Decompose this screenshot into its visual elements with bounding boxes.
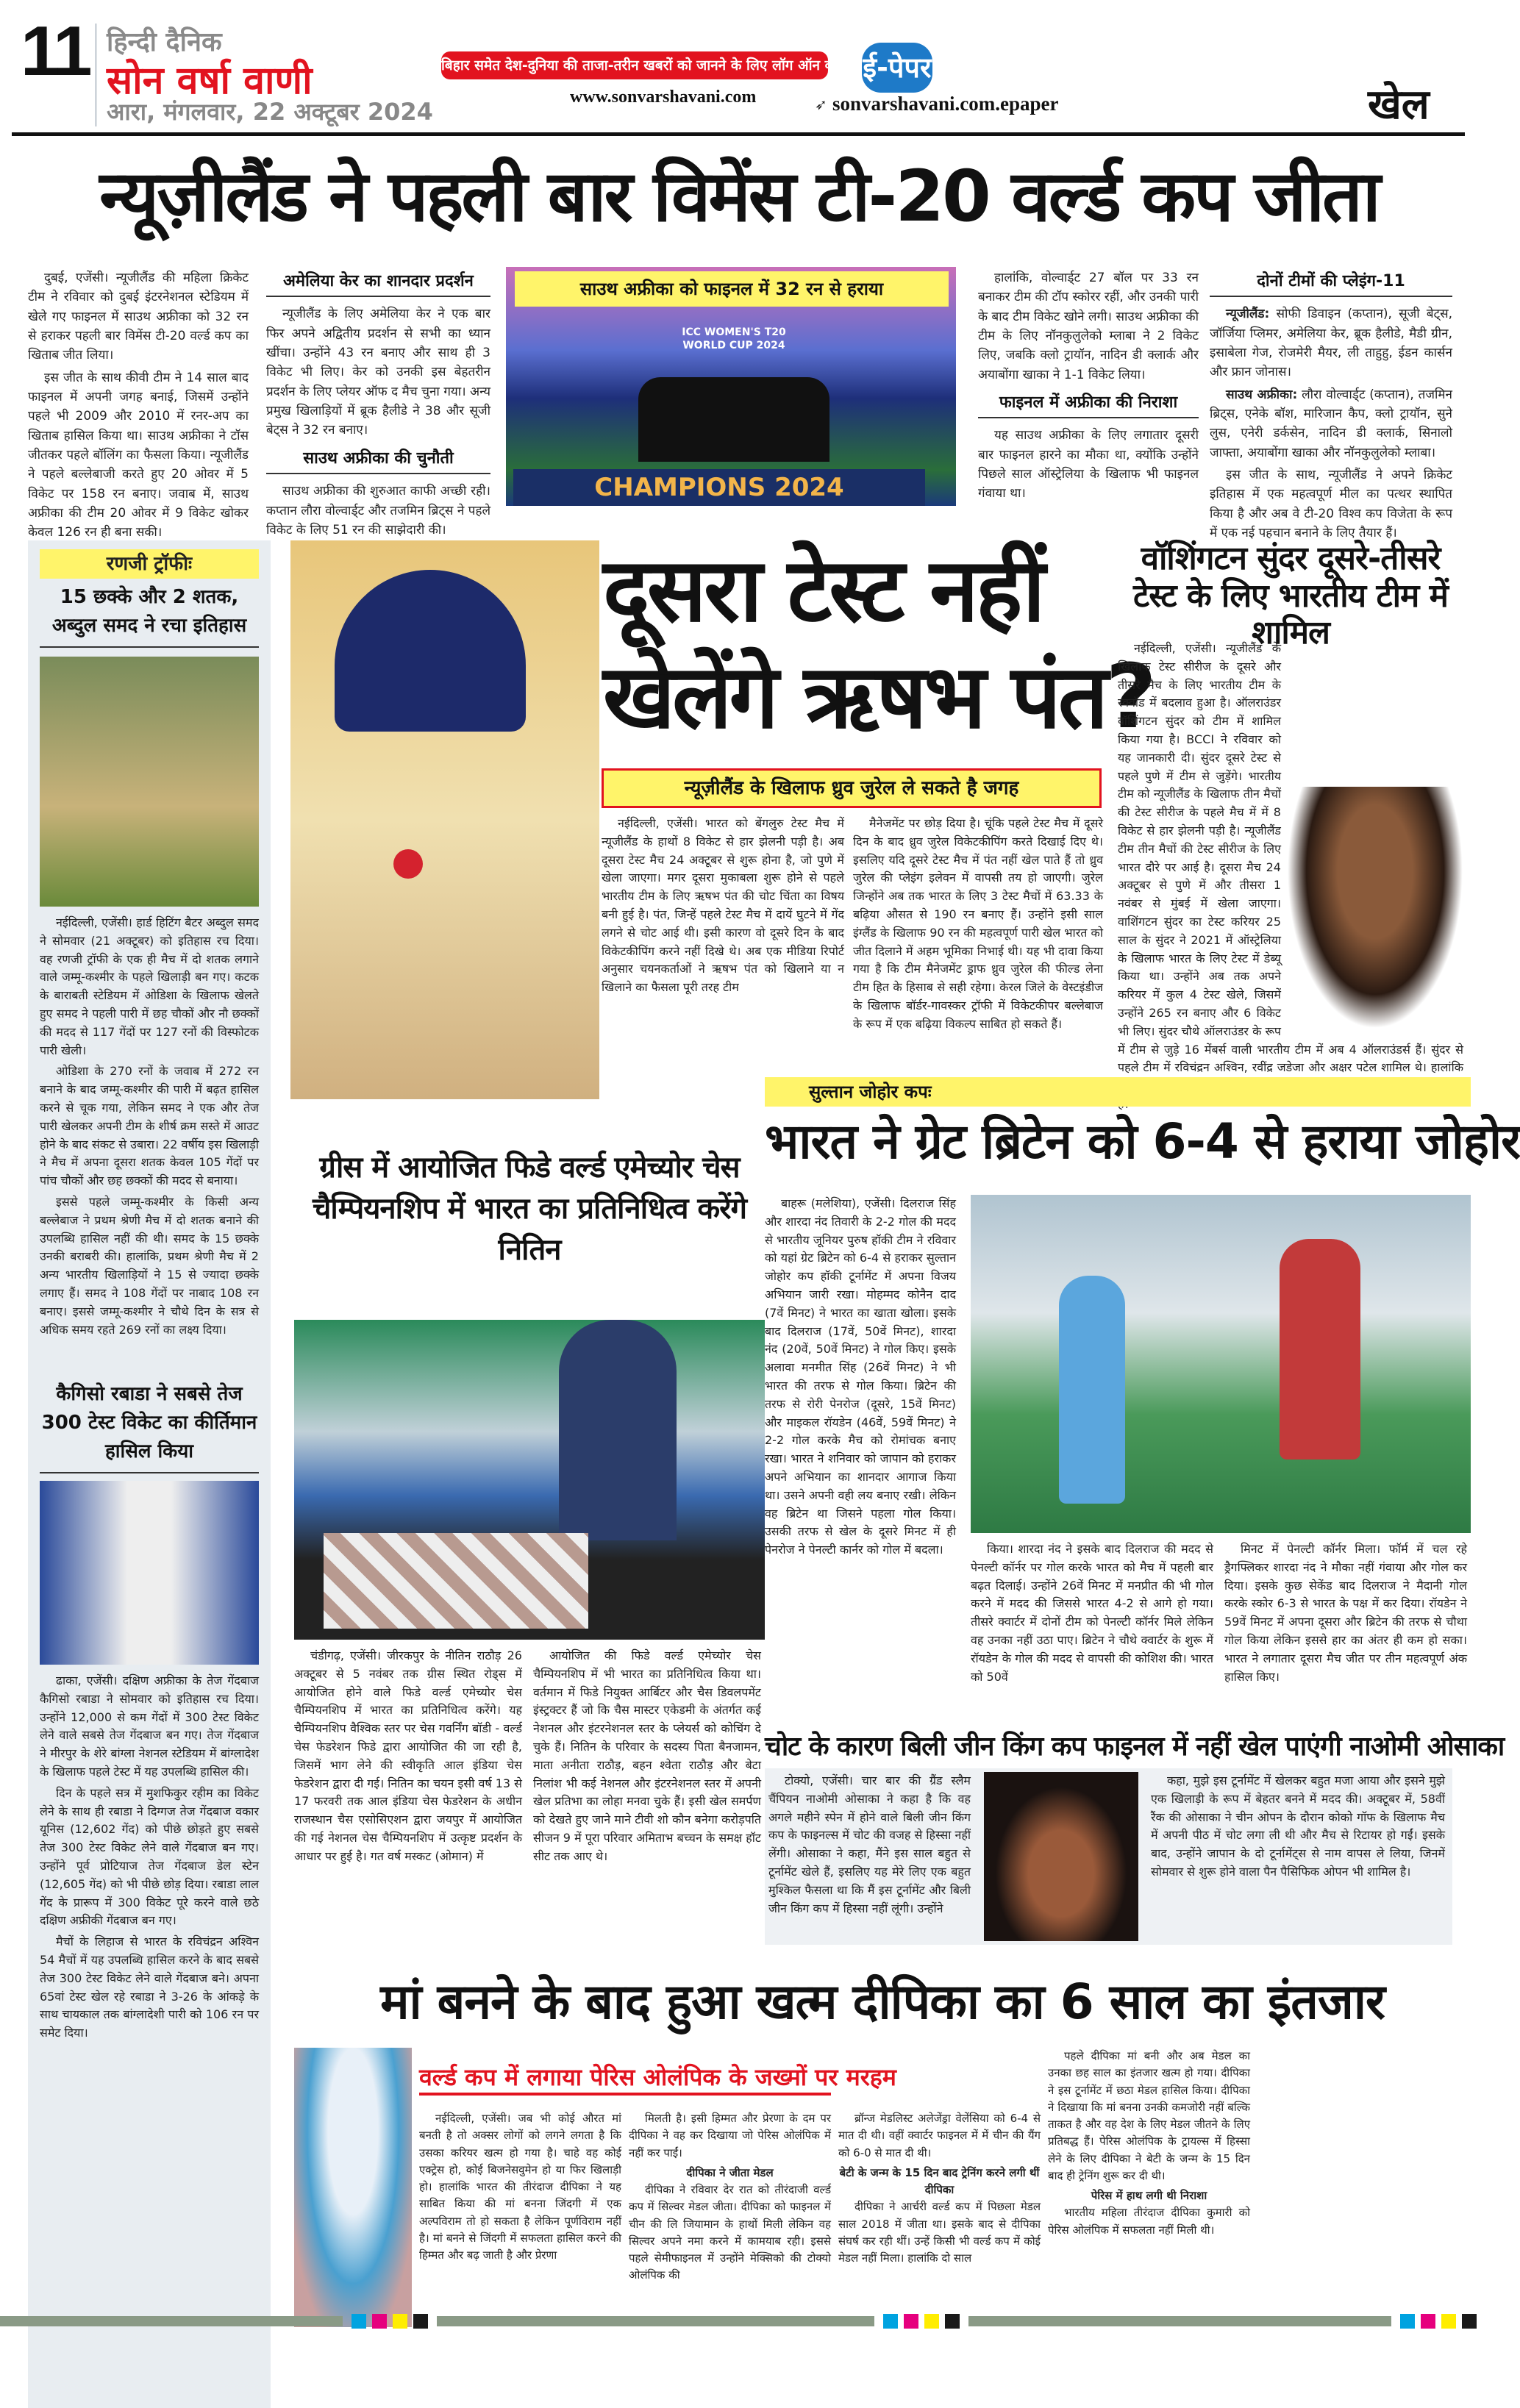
pant-headline-1: दूसरा टेस्ट नहीं: [603, 540, 1043, 642]
chess-paragraph: आयोजित की फिडे वर्ल्ड एमेच्योर चेस चैम्पियनशिप में भी भारत का प्रतिनिधित्व किया था। वर्तमान में फिडे नियुक्त आर्बिटर और चैस डिवलपमेंट इंस्ट्रक्टर हैं जो कि चैस मास्टर एकेडमी के अंतर्गत कई नेशनल और इंटरनेशनल स्तर के प्लेयर्स को कोचिंग दे चुके हैं। नितिन के परिवार के सदस्य पिता बैनजामन, माता अनीता राठौड़, बहन श्वेता राठौड़ और बेटा निलांश भी कई नेशनल और इंटरनेशनल स्तर में अपनी खेल प्रतिभा का लोहा मनवा चुके हैं। इसी खेल समर्पण को देखते हुए जाने माने टीवी शो कौन बनेगा करोड़पति सीजन 9 में पूरा परिवार अमिताभ बच्चन के समक्ष हॉट सीट तक आए थे।: [533, 1648, 761, 1863]
cyan-swatch: [352, 2314, 366, 2329]
sidebar-text-2: [40, 1672, 259, 2128]
hockey-col-1: [765, 1195, 956, 1557]
osaka-paragraph: टोक्यो, एजेंसी। चार बार की ग्रैंड स्लैम चैंपियन नाओमी ओसाका ने कहा है कि वह अगले महीने स्पेन में होने वाले बिली जीन किंग कप के फाइनल्स में चोट की वजह से हिस्सा नहीं लेंगी। ओसाका ने कहा, मैंने इस साल बहुत से टूर्नामेंट खेले हैं, इसलिए यह मेरे लिए एक बहुत मुश्किल फैसला था कि मैं इस टूर्नामेंट और बिली जीन किंग कप में हिस्सा नहीं लूंगी। उन्होंने: [768, 1773, 971, 1915]
lead-paragraph: हालांकि, वोल्वार्ड्ट 27 बॉल पर 33 रन बनाकर टीम की टॉप स्कोरर रहीं, और उनकी पारी के बाद टीम विकेट खोने लगी। साउथ अफ्रीका की टीम के लिए नॉनकुलुलेको म्लाबा ने 2 विकेट लिए, जबकि क्लो ट्रायॉन, नादिन डी क्लार्क और अयाबोंगा खाका ने 1-1 विकेट लिया।: [978, 271, 1199, 382]
cricket-ball: [393, 849, 423, 879]
yellow-swatch: [924, 2314, 939, 2329]
deepika-headline: मां बनने के बाद हुआ खत्म दीपिका का 6 साल का इंतजार: [380, 1973, 1385, 2030]
footer-bar: [437, 2316, 874, 2326]
hockey-tag: सुल्तान जोहोर कपः: [765, 1077, 1471, 1107]
chess-paragraph: चंडीगढ़, एजेंसी। जीरकपुर के नीतिन राठौड़ 26 अक्टूबर से 5 नवंबर तक ग्रीस स्थित रोड्स में आयोजित होने वाले फिडे वर्ल्ड एमेच्योर चेस चैम्पियनशिप में भारत का प्रतिनिधित्व करेंगे। यह चैम्पियनशिप वैश्विक स्तर पर चेस गवर्निंग बॉडी - वर्ल्ड चेस फेडरेशन फिडे द्वारा आयोजित की जा रही है, जिसमें भाग लेने की स्वीकृति आल इंडिया चेस फेडरेशन द्वारा दी गई। नितिन का चयन इसी वर्ष 13 से 17 फरवरी तक आल इंडिया चेस फेडरेशन के अधीन राजस्थान चैस एसोसिएशन द्वारा जयपुर में आयोजित की गई नेशनल चेस चैम्पियनशिप में उत्कृष्ट प्रदर्शन के आधार पर हुई है। गत वर्ष मस्कट (ओमान) में: [294, 1648, 522, 1863]
hockey-paragraph: बाहरू (मलेशिया), एजेंसी। दिलराज सिंह और शारदा नंद तिवारी के 2-2 गोल की मदद से भारतीय जूनियर पुरुष हॉकी टीम ने रविवार को यहां ग्रेट ब्रिटेन को 6-4 से हराकर सुल्तान जोहोर कप हॉकी टूर्नामेंट में अपना विजय अभियान जारी रखा। मोहम्मद कोनैन दाद (7वें मिनट) ने भारत का खाता खोला। इसके बाद दिलराज (17वें, 50वें मिनट), शारदा नंद (20वें, 50वें मिनट) ने गोल किए। इसके अलावा मनमीत सिंह (26वें मिनट) ने भी भारत की तरफ से गोल किया। ब्रिटेन की तरफ से रोरी पेनरोज (दूसरे, 15वें मिनट) और माइकल रॉयडेन (46वें, 59वें मिनट) ने 2-2 गोल करके मैच को रोमांचक बनाए रखा। भारत ने शनिवार को जापान को हराकर अपने अभियान का शानदार आगाज किया था। उसने अपनी वही लय बनाए रखी। लेकिन वह ब्रिटेन था जिसने पहला गोल किया। उसकी तरफ से खेल के दूसरे मिनट में ही पेनरोज ने पेनल्टी कार्नर को गोल में बदला।: [765, 1196, 956, 1557]
deepika-subhead-medal: दीपिका ने जीता मेडल: [686, 2165, 774, 2179]
color-marks: [352, 2314, 428, 2329]
sa-team: लौरा वोल्वार्ड्ट (कप्तान), तजमिन ब्रिट्स, एनेके बॉश, मारिजान कैप, क्लो ट्रायॉन, सुने लुस, एनेरी डर्कसेन, नादिन डी क्लार्क, सिनालो जाफ्ता, अयाबोंगा खाका और नॉनकुलुलेको म्लाबा।: [1210, 387, 1452, 460]
hockey-col-2: [971, 1540, 1213, 1724]
lead-col-2: [266, 263, 490, 537]
sidebar-title: 15 छक्के और 2 शतक, अब्दुल समद ने रचा इतिहास: [40, 583, 259, 648]
deepika-paragraph: मिलती है। इसी हिम्मत और प्रेरणा के दम पर दीपिका ने वह कर दिखाया जो पेरिस ओलंपिक में नहीं कर पाईं।: [629, 2112, 831, 2159]
epaper-url[interactable]: sonvarshavani.com.epaper: [832, 93, 1059, 115]
sidebar-title-2: कैगिसो रबाडा ने सबसे तेज 300 टेस्ट विकेट का कीर्तिमान हासिल किया: [40, 1380, 259, 1473]
magenta-swatch: [904, 2314, 918, 2329]
photo-caption: साउथ अफ्रीका को फाइनल में 32 रन से हराया: [515, 271, 949, 307]
pant-strap: न्यूज़ीलैंड के खिलाफ ध्रुव जुरेल ले सकते है जगह: [602, 768, 1102, 808]
sidebar-text: [40, 914, 259, 1370]
daily-label: हिन्दी दैनिक: [107, 27, 222, 57]
paper-name: सोन वर्षा वाणी: [107, 59, 313, 103]
black-swatch: [1462, 2314, 1477, 2329]
icc-logo-text: ICC WOMEN'S T20 WORLD CUP 2024: [682, 326, 786, 352]
footer-bar: [968, 2316, 1391, 2326]
chess-headline: ग्रीस में आयोजित फिडे वर्ल्ड एमेच्योर चेस चैम्पियनशिप में भारत का प्रतिनिधित्व करेंगे नितिन: [312, 1151, 747, 1267]
sidebar-paragraph: ढाका, एजेंसी। दक्षिण अफ्रीका के तेज गेंदबाज कैगिसो रबाडा ने सोमवार को इतिहास रच दिया। उन्होंने 12,000 से कम गेंदों में 300 टेस्ट विकेट लेने वाले सबसे तेज गेंदबाज बन गए। तेज गेंदबाज ने मीरपुर के शेरे बांग्ला नेशनल स्टेडियम में बांग्लादेश के खिलाफ पहले टेस्ट में यह उपलब्धि हासिल की।: [40, 1673, 259, 1779]
sundar-paragraph: नईदिल्ली, एजेंसी। न्यूजीलैंड के खिलाफ टेस्ट सीरीज के दूसरे और तीसरे मैच के लिए भारतीय टीम के स्क्वॉड में बदलाव हुआ है। ऑलराउंडर वॉशिंगटन सुंदर को टीम में शामिल किया गया है। BCCI ने रविवार को यह जानकारी दी। सुंदर दूसरे टेस्ट से पहले पुणे में टीम से जुड़ेंगे। भारतीय टीम को न्यूजीलैंड के खिलाफ तीन मैचों की टेस्ट सीरीज के पहले मैच में में 8 विकेट से हार झेलनी पड़ी है। न्यूजीलैंड टीम तीन मैचों की टेस्ट सीरीज के लिए भारत दौरे पर आई है। दूसरा मैच 24 अक्टूबर से पुणे में और तीसरा 1 नवंबर से मुंबई में खेला जाएगा। वाशिंगटन सुंदर का टेस्ट करियर 25 साल के सुंदर ने 2021 में ऑस्ट्रेलिया के खिलाफ भारत के लिए टेस्ट में डेब्यू किया था। उन्होंने अब तक अपने करियर में कुल 4 टेस्ट खेले, जिसमें उन्होंने 265 रन बनाए और 6 विकेट भी लिए। सुंदर चौथे ऑलराउंडर के रूप में टीम से जुड़े 16 मेंबर्स वाली भारतीय टीम में अब 4 ऑलराउंडर्स हैं। सुंदर से पहले टीम में रविचंद्रन अश्विन, रवींद्र जडेजा और अक्षर पटेल शामिल थे। हालांकि: [1118, 641, 1463, 1075]
team-group: [638, 377, 829, 462]
sidebar: [28, 540, 271, 2408]
deepika-photo: [294, 2048, 412, 2327]
hockey-photo: [971, 1195, 1471, 1533]
hockey-col-3: [1224, 1540, 1467, 1724]
color-marks: [883, 2314, 960, 2329]
sidebar-tag: रणजी ट्रॉफीः: [40, 549, 259, 579]
subhead-sa-disappointment: फाइनल में अफ्रीका की निराशा: [978, 389, 1199, 418]
helmet: [335, 570, 526, 732]
indian-player: [1059, 1276, 1125, 1504]
samad-photo: [40, 657, 259, 907]
hockey-paragraph: किया। शारदा नंद ने इसके बाद दिलराज की मदद से पेनल्टी कॉर्नर पर गोल करके भारत को मैच में पहली बार बढ़त दिलाई। उन्होंने 26वें मिनट में मनप्रीत की भी गोल करने में मदद की जिससे भारत 4-2 से आगे हो गया। तीसरे क्वार्टर में दोनों टीम को पेनल्टी कॉर्नर मिले लेकिन वह उनका नहीं उठा पाए। ब्रिटेन ने चौथे क्वार्टर के शुरू में रॉयडेन के गोल की मदद से वापसी की कोशिश की। भारत को 50वें: [971, 1542, 1213, 1684]
osaka-col-2: [1151, 1772, 1445, 1941]
lead-paragraph: यह साउथ अफ्रीका के लिए लगातार दूसरी बार फाइनल हारने का मौका था, क्योंकि उन्होंने पिछले साल ऑस्ट्रेलिया के खिलाफ भी फाइनल गंवाया था।: [978, 428, 1199, 501]
deepika-col-1: [419, 2110, 621, 2316]
deepika-subheadline: वर्ल्ड कप में लगाया पेरिस ओलंपिक के जख्मों पर मरहम: [419, 2059, 831, 2096]
osaka-col-1: [768, 1772, 971, 1941]
deepika-col-3: [838, 2110, 1041, 2316]
section-title: खेल: [1368, 81, 1430, 129]
deepika-subhead-training: बेटी के जन्म के 15 दिन बाद ट्रेनिंग करने लगी थीं दीपिका: [839, 2165, 1040, 2196]
osaka-photo: [984, 1772, 1138, 1941]
pant-col-2: [853, 815, 1103, 1050]
deepika-paragraph: दीपिका ने आर्चरी वर्ल्ड कप में पिछला मेडल साल 2018 में जीता था। इसके बाद से दीपिका संघर्ष कर रही थीं। उन्हें किसी भी वर्ल्ड कप में कोई मेडल नहीं मिला। हालांकि दो साल: [838, 2200, 1041, 2265]
lead-col-5: [1210, 263, 1453, 541]
nz-team: सोफी डिवाइन (कप्तान), सूजी बेट्स, जॉर्जिया प्लिमर, अमेलिया केर, ब्रूक हैलीडे, मैडी ग्रीन, इसाबेला गेज, रोजमेरी मैयर, ली ताहुहु, ईडन कार्सन और फ्रान जोनास।: [1210, 307, 1453, 380]
sidebar-paragraph: दिन के पहले सत्र में मुशफिकुर रहीम का विकेट लेने के साथ ही रबाडा ने दिग्गज तेज गेंदबाज वकार यूनिस (12,602 गेंद) को पीछे छोड़ते हुए सबसे तेज 300 टेस्ट विकेट लेने वाले गेंदबाज बन गए। उन्होंने पूर्व प्रोटियाज तेज गेंदबाज डेल स्टेन (12,605 गेंद) को भी पीछे छोड़ दिया। रबाडा लाल गेंद के प्रारूप में 300 विकेट पूरे करने वाले छठे दक्षिण अफ्रीकी गेंदबाज बन गए।: [40, 1785, 259, 1928]
chess-col-1: [294, 1647, 522, 1956]
deepika-paragraph: भारतीय महिला तीरंदाज दीपिका कुमारी को पेरिस ओलंपिक में सफलता नहीं मिली थी।: [1048, 2206, 1250, 2237]
pant-paragraph: नईदिल्ली, एजेंसी। भारत को बेंगलुरु टेस्ट मैच में न्यूजीलैंड के हाथों 8 विकेट से हार झेलनी पड़ी है। अब दूसरा टेस्ट मैच 24 अक्टूबर से शुरू होना है, जो पुणे में खेला जाएगा। मगर दूसरा मुकाबला शुरू होने से पहले भारतीय टीम के लिए ऋषभ पंत की चोट चिंता का विषय बनी हुई है। पंत, जिन्हें पहले टेस्ट मैच में दायें घुटने में गेंद लगने से चोट आई थी। इसी कारण वो दूसरे दिन के बाद विकेटकीपिंग करने नहीं दिखे थे। अब एक मीडिया रिपोर्ट अनुसार चयनकर्ताओं ने ऋषभ पंत को खिलाने या न खिलाने का फैसला पूरी तरह टीम: [602, 816, 844, 995]
lead-paragraph: इस जीत के साथ कीवी टीम ने 14 साल बाद फाइनल में अपनी जगह बनाई, जिसमें उन्होंने पहले भी 2009 और 2010 में रनर-अप का खिताब हासिल किया था। साउथ अफ्रीका ने टॉस जीतकर पहले बॉलिंग का फैसला किया। न्यूजीलैंड ने पहले बल्लेबाजी करते हुए 20 ओवर में 5 विकेट पर 158 रन बनाए। जवाब में, साउथ अफ्रीका की टीम 20 ओवर में 9 विकेट खोकर केवल 126 रन ही बना सकी।: [28, 370, 249, 540]
black-swatch: [413, 2314, 428, 2329]
deepika-subhead-paris: पेरिस में हाथ लगी थी निराशा: [1091, 2189, 1207, 2202]
gb-player: [1280, 1239, 1360, 1460]
lead-paragraph: साउथ अफ्रीका की शुरुआत काफी अच्छी रही। कप्तान लौरा वोल्वार्ड्ट और तजमिन ब्रिट्स ने पहले विकेट के लिए 51 रन की साझेदारी की।: [266, 484, 490, 537]
header-rule: [12, 132, 1465, 136]
deepika-paragraph: पहले दीपिका मां बनी और अब मेडल का उनका छह साल का इंतजार खत्म हो गया। दीपिका ने इस टूर्नामेंट में छठा मेडल हासिल किया। दीपिका ने दिखाया कि मां बनना उनकी कमजोरी नहीं बल्कि ताकत है और वह देश के लिए मेडल जीतने के लिए प्रतिबद्ध हैं। पेरिस ओलंपिक के ट्रायल्स में हिस्सा लेने के लिए दीपिका ने बेटी के जन्म के 15 दिन बाद ही ट्रेनिंग शुरू कर दी थी।: [1048, 2049, 1250, 2182]
nitin-figure: [559, 1320, 677, 1540]
deepika-paragraph: ब्रॉन्ज मेडलिस्ट अलेजेंड्रा वेलेंसिया को 6-4 से मात दी थी। वहीं क्वार्टर फाइनल में में चीन की यैंग को 6-0 से मात दी थी।: [838, 2112, 1041, 2159]
lead-paragraph: इस जीत के साथ, न्यूजीलैंड ने अपने क्रिकेट इतिहास में एक महत्वपूर्ण मील का पत्थर स्थापित किया है और अब वे टी-20 विश्व कप विजेता के रूप में एक नई पहचान बनाने के लिए तैयार हैं।: [1210, 468, 1452, 541]
deepika-paragraph: दीपिका ने रविवार देर रात को तीरंदाजी वर्ल्ड कप में सिल्वर मेडल जीता। दीपिका को फाइनल में चीन की लि जियामान के हाथों मिली लेकिन वह सिल्वर अपने नमा करने में कामयाब रही। इससे पहले सेमीफाइनल में उन्होंने मेक्सिको की टोक्यो ओलंपिक की: [629, 2183, 831, 2282]
epaper-badge[interactable]: ई-पेपर: [862, 43, 932, 93]
website-link[interactable]: www.sonvarshavani.com: [570, 87, 757, 107]
pant-headline-2: खेलेंगे ऋषभ पंत?: [603, 646, 1154, 749]
magenta-swatch: [372, 2314, 387, 2329]
nz-label: न्यूजीलैंड:: [1226, 307, 1270, 322]
sundar-text: [1118, 640, 1463, 1075]
cyan-swatch: [1400, 2314, 1415, 2329]
sidebar-paragraph: इससे पहले जम्मू-कश्मीर के किसी अन्य बल्लेबाज ने प्रथम श्रेणी मैच में दो शतक बनाने की उपलब्धि हासिल नहीं की थी। समद के 15 छक्के उनकी बराबरी की। हालांकि, प्रथम श्रेणी मैच में 2 अन्य भारतीय खिलाड़ियों ने 15 से ज्यादा छक्के लगाए हैं। समद ने 108 गेंदों पर नाबाद 108 रन बनाए। इससे जम्मू-कश्मीर ने चौथे दिन के सत्र से अधिक समय रहते 269 रनों का लक्ष्य दिया।: [40, 1194, 259, 1337]
sundar-headline: वॉशिंगटन सुंदर दूसरे-तीसरे टेस्ट के लिए भारतीय टीम में शामिल: [1133, 540, 1448, 652]
black-swatch: [945, 2314, 960, 2329]
champions-banner: CHAMPIONS 2024: [513, 469, 925, 506]
lead-col-1: [28, 268, 249, 540]
yellow-swatch: [1441, 2314, 1456, 2329]
osaka-headline: चोट के कारण बिली जीन किंग कप फाइनल में नहीं खेल पाएंगी नाओमी ओसाका: [765, 1732, 1505, 1762]
hockey-headline: भारत ने ग्रेट ब्रिटेन को 6-4 से हराया जोहोर: [765, 1113, 1520, 1170]
lead-headline: न्यूज़ीलैंड ने पहली बार विमेंस टी-20 वर्ल्ड कप जीता: [99, 155, 1379, 237]
cursor-click-icon: ➶: [815, 96, 827, 113]
subhead-sa-challenge: साउथ अफ्रीका की चुनौती: [266, 445, 490, 474]
footer-bar: [0, 2316, 343, 2326]
chess-col-2: [533, 1647, 761, 1956]
lead-paragraph: दुबई, एजेंसी। न्यूजीलैंड की महिला क्रिकेट टीम ने रविवार को दुबई इंटरनेशनल स्टेडियम में खेले गए फाइनल में साउथ अफ्रीका को 32 रन से हराकर पहली बार विमेंस टी-20 वर्ल्ड कप का खिताब जीत लिया।: [28, 271, 249, 363]
sundar-photo: [1287, 787, 1463, 1029]
yellow-swatch: [393, 2314, 407, 2329]
deepika-col-2: [629, 2110, 831, 2316]
pant-col-1: [602, 815, 844, 1050]
chess-board: [324, 1533, 588, 1629]
sidebar-paragraph: मैचों के लिहाज से भारत के रविचंद्रन अश्विन 54 मैचों में यह उपलब्धि हासिल करने के बाद सबसे तेज 300 टेस्ट विकेट लेने वाले गेंदबाज बने। अपना 65वां टेस्ट खेल रहे रबाडा ने 3-26 के आंकड़े के साथ चायकाल तक बांग्लादेशी पारी को 106 रन पर समेट दिया।: [40, 1934, 259, 2040]
subhead-playing-11: दोनों टीमों की प्लेइंग-11: [1210, 268, 1452, 297]
chess-photo: [294, 1320, 765, 1640]
osaka-paragraph: कहा, मुझे इस टूर्नामेंट में खेलकर बहुत मजा आया और इसने मुझे एक खिलाड़ी के रूप में बेहतर बनने में मदद की। अक्टूबर में, 58वीं रैंक की ओसाका ने चीन ओपन के दौरान कोको गॉफ के खिलाफ मैच में अपनी पीठ में चोट लगा ली थी और मैच से रिटायर हो गईं। इसके बाद, उन्होंने जापान के दो टूर्नामेंट्स से नाम वापस ले लिया, जिनमें सोमवार से शुरू होने वाला पैन पैसिफिक ओपन भी शामिल है।: [1151, 1773, 1445, 1879]
footer-registration-strip: [0, 2314, 1477, 2329]
dateline: आरा, मंगलवार, 22 अक्टूबर 2024: [107, 98, 433, 126]
lead-col-4: [978, 268, 1199, 504]
sidebar-paragraph: नईदिल्ली, एजेंसी। हार्ड हिटिंग बैटर अब्दुल समद ने सोमवार (21 अक्टूबर) को इतिहास रच दिया। वह रणजी ट्रॉफी के एक ही मैच में दो शतक लगाने वाले जम्मू-कश्मीर के पहले खिलाड़ी बन गए। कटक के बाराबती स्टेडियम में ओडिशा के खिलाफ खेलते हुए समद ने पहली पारी में छह चौकों और नौ छक्कों की मदद से 117 गेंदों पर 127 रनों की विस्फोटक पारी खेली।: [40, 915, 259, 1057]
color-marks: [1400, 2314, 1477, 2329]
magenta-swatch: [1421, 2314, 1435, 2329]
cyan-swatch: [883, 2314, 898, 2329]
promo-banner[interactable]: बिहार समेत देश-दुनिया की ताजा-तरीन खबरों को जानने के लिए लॉग ऑन करें: [441, 51, 828, 79]
rabada-photo: [40, 1481, 259, 1665]
pant-photo: [290, 540, 599, 1099]
deepika-col-4: [1048, 2048, 1250, 2316]
champions-photo: [506, 267, 956, 506]
deepika-paragraph: नईदिल्ली, एजेंसी। जब भी कोई औरत मां बनती है तो अक्सर लोगों को लगने लगता है कि उसका करियर खत्म हो गया है। चाहे वह कोई एक्ट्रेस हो, कोई बिजनेसवुमेन हो या फिर खिलाड़ी हो। हालांकि भारत की तीरंदाज दीपिका ने यह साबित किया की मां बनना जिंदगी में एक अल्पविराम तो हो सकता है लेकिन पूर्णविराम नहीं है। मां बनने से जिंदगी में सफलता हासिल करने की हिम्मत और बढ़ जाती है और प्रेरणा: [419, 2112, 621, 2262]
lead-paragraph: न्यूजीलैंड के लिए अमेलिया केर ने एक बार फिर अपने अद्वितीय प्रदर्शन से सभी का ध्यान खींचा। उन्होंने 43 रन बनाए और साथ ही 3 विकेट भी लिए। केर को उनकी इस बेहतरीन प्रदर्शन के लिए प्लेयर ऑफ द मैच चुना गया। अन्य प्रमुख खिलाड़ियों में ब्रूक हैलीडे ने 38 और सूजी बेट्स ने 32 रन बनाए।: [266, 307, 490, 438]
subhead-amelia: अमेलिया केर का शानदार प्रदर्शन: [266, 268, 490, 297]
sidebar-paragraph: ओडिशा के 270 रनों के जवाब में 272 रन बनाने के बाद जम्मू-कश्मीर की पारी में बढ़त हासिल करने से चूक गया, लेकिन समद ने एक और तेज पारी खेलकर अपनी टीम के शीर्ष क्रम सस्ते में आउट होने के बाद संकट से उबारा। 22 वर्षीय इस खिलाड़ी ने मैच में अपना दूसरा शतक केवल 105 गेंदों पर पांच चौकों और छह छक्कों की मदद से बनाया।: [40, 1064, 259, 1188]
pant-paragraph: मैनेजमेंट पर छोड़ दिया है। चूंकि पहले टेस्ट मैच में दूसरे दिन के बाद ध्रुव जुरेल विकेटकीपिंग करते दिखाई दिए थे। इसलिए यदि दूसरे टेस्ट मैच में पंत नहीं खेल पाते हैं तो ध्रुव जुरेल की प्लेइंग इलेवन में वापसी तय हो जाएगी। जुरेल जिन्होंने अब तक भारत के लिए 3 टेस्ट मैचों में 63.33 के बढ़िया औसत से 190 रन बनाए हैं। उन्होंने इसी साल इंग्लैंड के खिलाफ 90 रन की महत्वपूर्ण पारी खेल भारत को जीत दिलाने में अहम भूमिका निभाई थी। यह भी दावा किया गया है कि टीम मैनेजमेंट ड्राफ ध्रुव जुरेल की फील्ड लेना टीम हित के हिसाब से सही रहेगा। केरल जिले के वेस्टइंडीज के खिलाफ बॉर्डर-गावस्कर ट्रॉफी में विकेटकीपर बल्लेबाज के रूप में एक बढ़िया विकल्प साबित हो सकते हैं।: [853, 816, 1103, 1031]
sa-label: साउथ अफ्रीका:: [1226, 387, 1298, 402]
page-number: 11: [21, 12, 90, 90]
hockey-paragraph: मिनट में पेनल्टी कॉर्नर मिला। फॉर्म में चल रहे ड्रैगफ्लिकर शारदा नंद ने मौका नहीं गंवाया और गोल कर दिया। इसके कुछ सेकेंड बाद दिलराज ने मैदानी गोल करके स्कोर 6-3 से भारत के पक्ष में कर दिया। रॉयडेन ने 59वें मिनट में अपना दूसरा और ब्रिटेन की तरफ से चौथा गोल किया लेकिन इससे हार का अंतर ही कम हो सका। भारत ने लगातार दूसरा मैच जीत पर तीन महत्वपूर्ण अंक हासिल किए।: [1224, 1542, 1467, 1684]
